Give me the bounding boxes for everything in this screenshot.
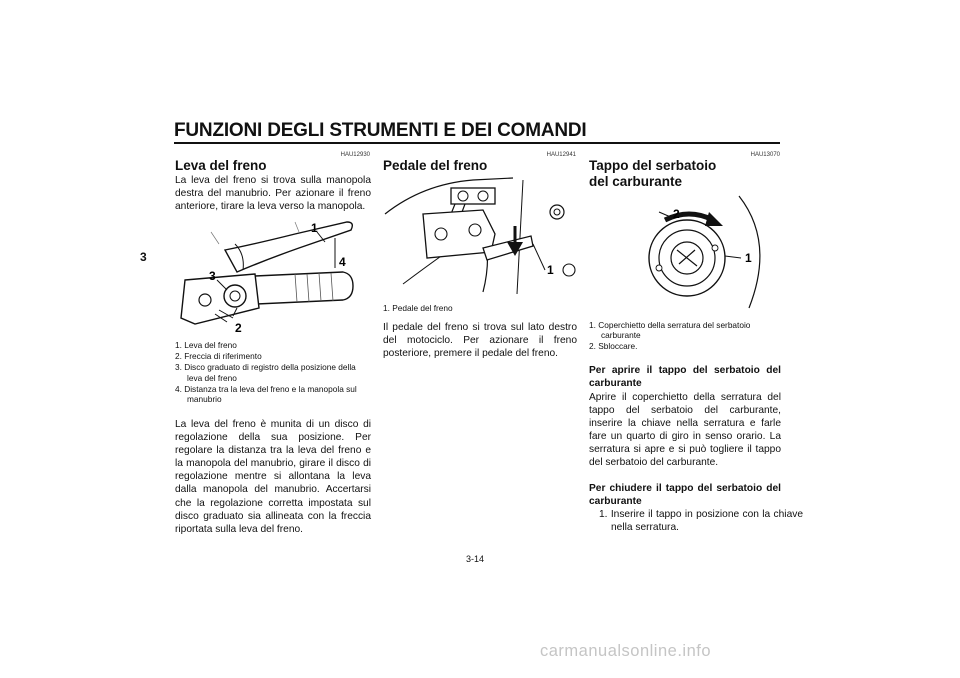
page-number: 3-14 bbox=[466, 554, 485, 564]
figure-label: 1 bbox=[745, 251, 752, 265]
section-title-brake-lever: Leva del freno bbox=[175, 158, 267, 173]
brake-lever-figure bbox=[175, 214, 371, 334]
caption-item: 1. Leva del freno bbox=[175, 340, 237, 350]
section-code: HAU13070 bbox=[750, 152, 780, 158]
page-title: FUNZIONI DEGLI STRUMENTI E DEI COMANDI bbox=[174, 120, 587, 141]
figure-label: 3 bbox=[209, 269, 216, 283]
figure-label: 1 bbox=[547, 263, 554, 277]
chapter-tab: 3 bbox=[140, 250, 147, 264]
brake-lever-captions bbox=[175, 340, 371, 405]
open-cap-body: Aprire il coperchietto della serratura del tappo del serbatoio del carburante, inserire la chiave nella serratura e farle fare un quarto di giro in senso orario. La serratura si apre e si può togliere il tappo del serbatoio del carburante. bbox=[589, 392, 781, 469]
close-cap-step: 1. Inserire il tappo in posizione con la chiave nella serratura. bbox=[599, 509, 803, 534]
section-code: HAU12930 bbox=[340, 152, 370, 158]
brake-lever-intro: La leva del freno si trova sulla manopola destra del manubrio. Per azionare il freno anteriore, tirare la leva verso la manopola. bbox=[175, 175, 371, 213]
caption-item: 1. Coperchietto della serratura del serbatoio carburante bbox=[589, 320, 751, 341]
open-cap-heading: Per aprire il tappo del serbatoio del carburante bbox=[589, 365, 781, 390]
brake-pedal-figure bbox=[383, 174, 579, 298]
caption-item: 2. Freccia di riferimento bbox=[175, 351, 262, 362]
figure-label: 2 bbox=[235, 321, 242, 334]
fuel-cap-figure bbox=[589, 192, 781, 312]
figure-label: 2 bbox=[673, 207, 680, 221]
section-title-brake-pedal: Pedale del freno bbox=[383, 158, 488, 173]
watermark: carmanualsonline.info bbox=[540, 642, 712, 660]
figure-label: 1 bbox=[311, 221, 318, 235]
caption-item: 3. Disco graduato di registro della posizione della leva del freno bbox=[175, 362, 356, 383]
section-title-fuel-cap: Tappo del serbatoio del carburante bbox=[589, 158, 717, 189]
brake-pedal-body: Il pedale del freno si trova sul lato destro del motociclo. Per azionare il freno posteriore, premere il pedale del freno. bbox=[383, 322, 577, 360]
caption-item: 1. Pedale del freno bbox=[383, 303, 453, 313]
brake-pedal-captions bbox=[383, 303, 579, 314]
brake-lever-body: La leva del freno è munita di un disco di regolazione della sua posizione. Per regolare la distanza tra la leva del freno e la manopola del manubrio, girare il disco di regolazione mentre si allontana la leva dalla manopola del manubrio. Accertarsi che la regolazione corretta impostata sul disco graduato sia allineata con la freccia riportata sulla leva del freno. bbox=[175, 419, 371, 535]
header-divider bbox=[174, 142, 780, 144]
caption-item: 4. Distanza tra la leva del freno e la manopola sul manubrio bbox=[175, 383, 357, 405]
close-cap-heading: Per chiudere il tappo del serbatoio del carburante bbox=[589, 483, 781, 508]
figure-label: 4 bbox=[339, 255, 346, 269]
section-code: HAU12941 bbox=[546, 152, 576, 158]
caption-item: 2. Sbloccare. bbox=[589, 341, 638, 352]
fuel-cap-captions bbox=[589, 320, 781, 353]
